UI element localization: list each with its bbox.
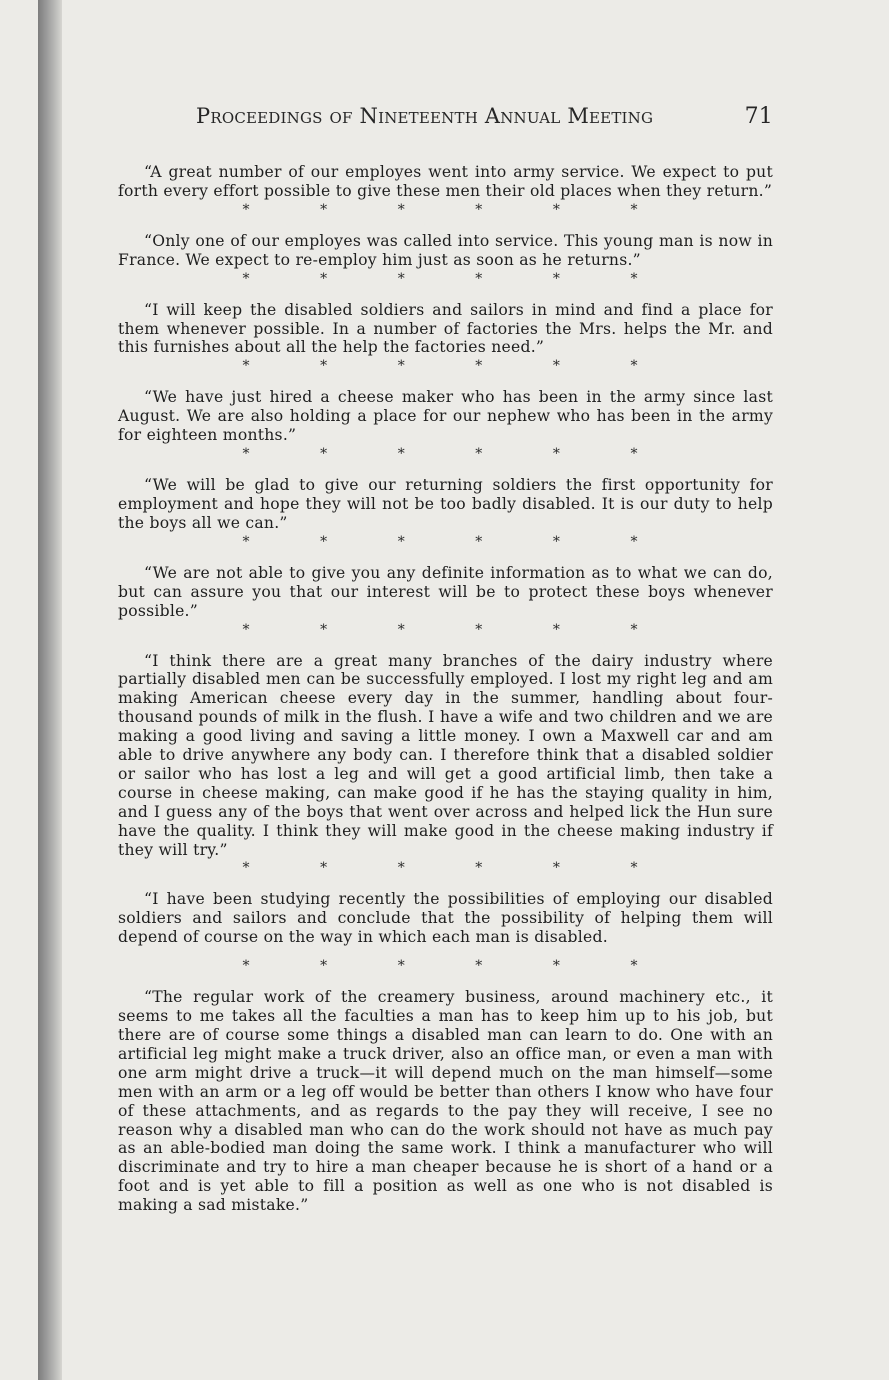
separator-star: *	[397, 958, 405, 975]
section-separator-4	[240, 447, 640, 461]
separator-star: *	[552, 860, 560, 877]
section-separator-8	[240, 959, 640, 973]
separator-star: *	[475, 621, 483, 638]
section-separator-2	[240, 272, 640, 286]
separator-star: *	[320, 446, 328, 463]
separator-star: *	[242, 958, 250, 975]
separator-star: *	[630, 533, 638, 550]
separator-star: *	[242, 358, 250, 375]
separator-star: *	[475, 270, 483, 287]
quote-paragraph-1: “A great number of our employes went into army service. We expect to put forth every effort possible to give these men their old places when they return.”	[118, 163, 773, 200]
separator-star: *	[630, 446, 638, 463]
separator-star: *	[475, 446, 483, 463]
section-separator-7	[240, 861, 640, 875]
separator-star: *	[552, 958, 560, 975]
quote-paragraph-4: “We have just hired a cheese maker who has been in the army since last August. We are also holding a place for our nephew who has been in the army for eighteen months.”	[118, 388, 773, 445]
separator-star: *	[630, 621, 638, 638]
separator-star: *	[397, 270, 405, 287]
separator-star: *	[630, 201, 638, 218]
separator-star: *	[630, 358, 638, 375]
separator-star: *	[397, 621, 405, 638]
separator-star: *	[475, 860, 483, 877]
separator-star: *	[397, 201, 405, 218]
separator-star: *	[242, 270, 250, 287]
separator-star: *	[320, 270, 328, 287]
section-separator-3	[240, 359, 640, 373]
separator-star: *	[630, 958, 638, 975]
running-header	[196, 104, 773, 129]
quote-paragraph-5: “We will be glad to give our returning soldiers the first opportunity for employment and hope they will not be too badly disabled. It is our duty to help the boys all we can.”	[118, 476, 773, 532]
separator-star: *	[552, 533, 560, 550]
separator-star: *	[475, 533, 483, 550]
quote-paragraph-9: “The regular work of the creamery business, around machinery etc., it seems to me takes all the faculties a man has to keep him up to his job, but there are of course some things a disabled man can learn to do. One with an artificial leg might make a truck driver, also an office man, or even a man with one arm might drive a truck—it will depend much on the man himself—some men with an arm or a leg off would be better than others I know who have four of these attachments, and as regards to the pay they will receive, I see no reason why a disabled man who can do the work should not have as much pay as an able-bodied man doing the same work. I think a manufacturer who will discriminate and try to hire a man cheaper because he is short of a hand or a foot and is yet able to fill a position as well as one who is not disabled is making a sad mistake.”	[118, 988, 773, 1215]
section-separator-1	[240, 203, 640, 217]
separator-star: *	[552, 446, 560, 463]
section-separator-6	[240, 623, 640, 637]
separator-star: *	[552, 621, 560, 638]
quote-paragraph-8: “I have been studying recently the possibilities of employing our disabled soldiers and sailors and conclude that the possibility of helping them will depend of course on the way in which each man is disabled.	[118, 890, 773, 947]
separator-star: *	[320, 621, 328, 638]
quote-paragraph-6: “We are not able to give you any definite information as to what we can do, but can assure you that our interest will be to protect these boys whenever possible.”	[118, 563, 773, 620]
separator-star: *	[630, 270, 638, 287]
separator-star: *	[552, 358, 560, 375]
separator-star: *	[397, 533, 405, 550]
page-binding-shadow	[38, 0, 62, 1380]
separator-star: *	[475, 358, 483, 375]
separator-star: *	[242, 621, 250, 638]
separator-star: *	[320, 533, 328, 550]
separator-star: *	[630, 860, 638, 877]
separator-star: *	[397, 860, 405, 877]
section-separator-5	[240, 535, 640, 549]
separator-star: *	[320, 201, 328, 218]
separator-star: *	[552, 270, 560, 287]
separator-star: *	[320, 358, 328, 375]
separator-star: *	[397, 446, 405, 463]
page-number: 71	[744, 104, 773, 129]
separator-star: *	[475, 958, 483, 975]
separator-star: *	[320, 860, 328, 877]
separator-star: *	[552, 201, 560, 218]
separator-star: *	[475, 201, 483, 218]
quote-paragraph-2: “Only one of our employes was called into service. This young man is now in France. We expect to re-employ him just as soon as he returns.”	[118, 231, 773, 269]
separator-star: *	[320, 958, 328, 975]
quote-paragraph-3: “I will keep the disabled soldiers and sailors in mind and find a place for them whenever possible. In a number of factories the Mrs. helps the Mr. and this furnishes about all the help the factories need.”	[118, 300, 773, 357]
separator-star: *	[242, 533, 250, 550]
page-body	[118, 163, 773, 1215]
separator-star: *	[242, 860, 250, 877]
separator-star: *	[242, 446, 250, 463]
running-title: Proceedings of Nineteenth Annual Meeting	[196, 104, 654, 128]
separator-star: *	[242, 201, 250, 218]
separator-star: *	[397, 358, 405, 375]
quote-paragraph-7: “I think there are a great many branches of the dairy industry where partially disabled men can be successfully employed. I lost my right leg and am making American cheese every day in the summer, handling about four-thousand pounds of milk in the flush. I have a wife and two children and we are making a good living and saving a little money. I own a Maxwell car and am able to drive anywhere any body can. I therefore think that a disabled soldier or sailor who has lost a leg and will get a good artificial limb, then take a course in cheese making, can make good if he has the staying quality in him, and I guess any of the boys that went over across and helped lick the Hun sure have the quality. I think they will make good in the cheese making industry if they will try.”	[118, 651, 773, 859]
